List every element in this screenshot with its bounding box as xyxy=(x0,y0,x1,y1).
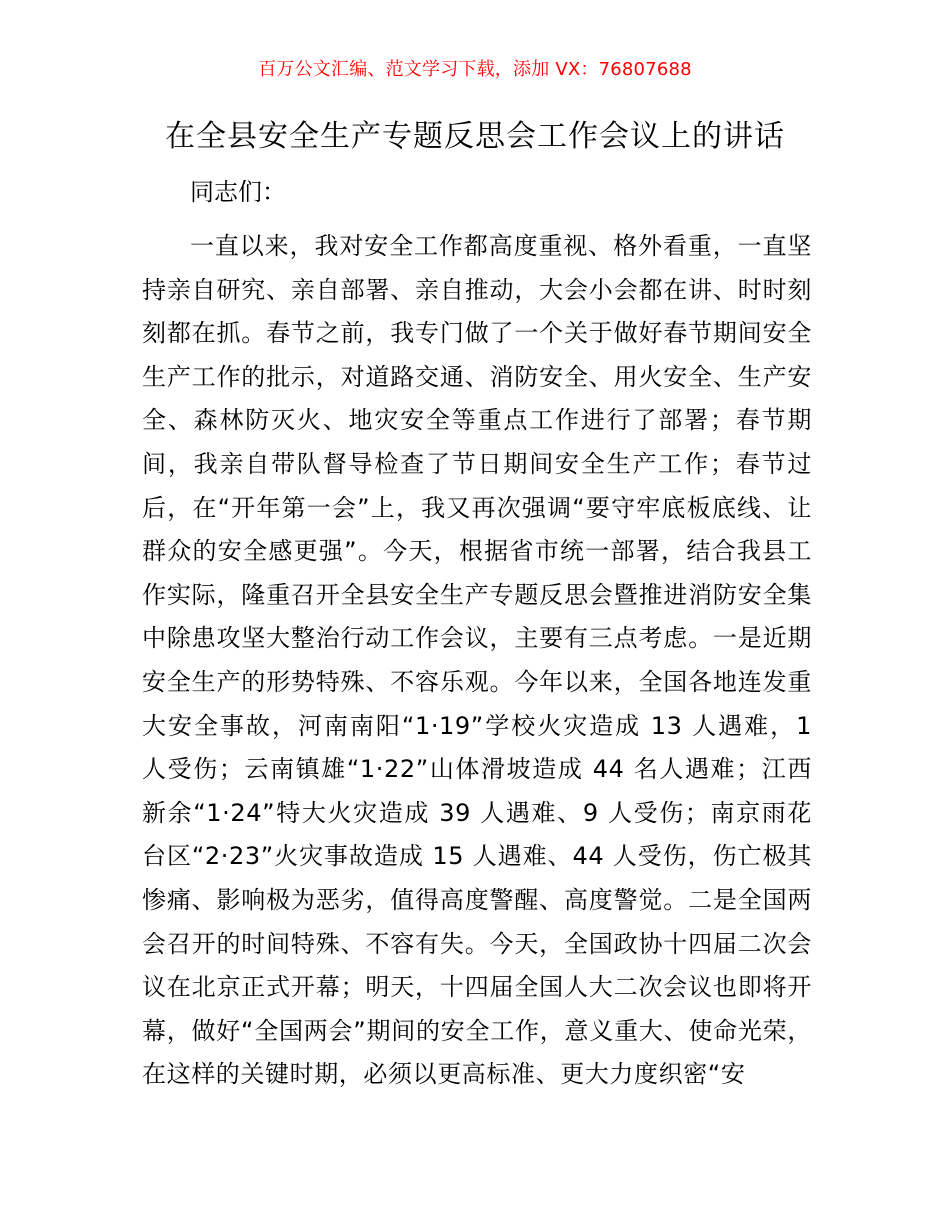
salutation: 同志们： xyxy=(190,178,286,206)
header-promo-note: 百万公文汇编、范文学习下载，添加 VX：76807688 xyxy=(258,59,692,80)
body-paragraph: 一直以来，我对安全工作都高度重视、格外看重，一直坚持亲自研究、亲自部署、亲自推动，大会小会都在讲、时时刻刻都在抓。春节之前，我专门做了一个关于做好春节期间安全生产工作的批示，对道路交通、消防安全、用火安全、生产安全、森林防灭火、地灾安全等重点工作进行了部署；春节期间，我亲自带队督导检查了节日期间安全生产工作；春节过后，在“开年第一会”上，我又再次强调“要守牢底板底线、让群众的安全感更强”。今天，根据省市统一部署，结合我县工作实际，隆重召开全县安全生产专题反思会暨推进消防安全集中除患攻坚大整治行动工作会议，主要有三点考虑。一是近期安全生产的形势特殊、不容乐观。今年以来，全国各地连发重大安全事故，河南南阳“1·19”学校火灾造成 13 人遇难，1 人受伤；云南镇雄“1·22”山体滑坡造成 44 名人遇难；江西新余“1·24”特大火灾造成 39 人遇难、9 人受伤；南京雨花台区“2·23”火灾事故造成 15 人遇难、44 人受伤，伤亡极其惨痛、影响极为恶劣，值得高度警醒、高度警觉。二是全国两会召开的时间特殊、不容有失。今天，全国政协十四届二次会议在北京正式开幕；明天，十四届全国人大二次会议也即将开幕，做好“全国两会”期间的安全工作，意义重大、使命光荣，在这样的关键时期，必须以更高标准、更大力度织密“安 xyxy=(142,232,812,1089)
document-title: 在全县安全生产专题反思会工作会议上的讲话 xyxy=(165,119,785,154)
